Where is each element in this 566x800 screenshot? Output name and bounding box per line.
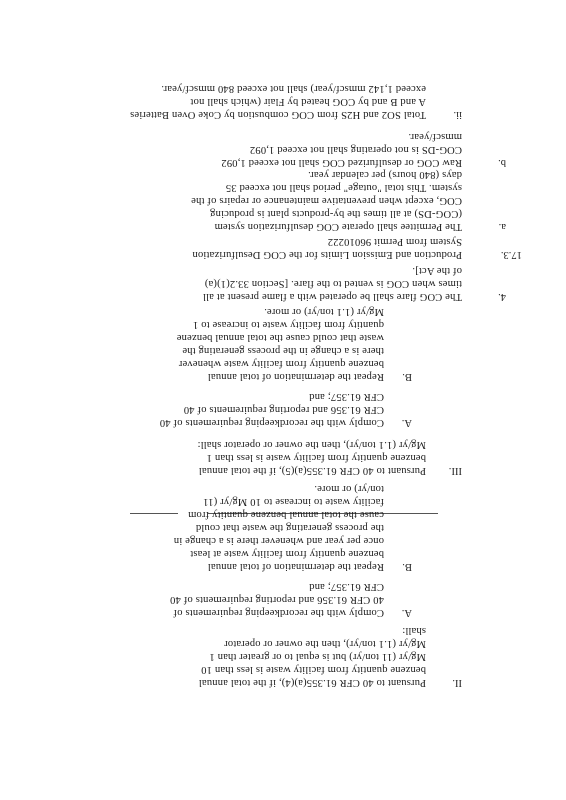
separator-rule [130,513,178,514]
body-text-line: benzene quantity from facility waste is less than 1 [206,452,426,463]
item-label: B. [402,561,412,572]
body-text-line: exceed 1,142 mmscf/year) shall not exceed 840 mmscf/year. [161,83,426,94]
body-text-line: Repeat the determination of total annual [207,561,384,572]
body-text-line: ton/yr) or more. [314,483,384,494]
body-text-line: System from Permit 96010222 [327,236,462,247]
body-text-line: the process generating the waste that could [195,522,384,533]
item-label: 4. [498,291,506,302]
item-label: 17.3. [500,249,522,260]
item-label: b. [498,157,506,168]
body-text-line: Comply with the recordkeeping requirements of 40 [159,417,384,428]
body-text-line: Production and Emission Limits for the COG Desulfurization [192,249,462,260]
body-text-line: A and B and by COG heated by Flair (which shall not [190,96,426,107]
body-text-line: Mg/yr (1.1 ton/yr), then the owner or operator [224,638,426,649]
body-text-line: Raw COG or desulfurized COG shall not exceed 1,092 [221,157,462,168]
body-text-line: shall: [402,625,426,636]
body-text-line: The Permittee shall operate COG desulfurization system [214,221,462,232]
body-text-line: cause the total annual benzene quantity from [187,509,384,520]
item-label: ii. [453,109,462,120]
body-text-line: 40 CFR 61.356 and reporting requirements of 40 [169,594,384,605]
body-text-line: The COG flare shall be operated with a flame present at all [202,291,462,302]
body-text-line: Comply with the recordkeeping requirements of [173,607,384,618]
body-text-line: days (840 hours) per calendar year. [307,169,462,180]
body-text-line: benzene quantity from facility waste whenever [178,358,384,369]
body-text-line: of the Act]. [412,265,462,276]
body-text-line: Mg/yr (1.1 ton/yr) or more. [264,306,384,317]
item-label: III. [448,465,462,476]
body-text-line: benzene quantity from facility waste is less than 10 [201,664,426,675]
item-label: a. [498,221,506,232]
item-label: A. [401,417,412,428]
body-text-line: mmscf/year. [408,131,462,142]
body-text-line: COG-DS is not operating shall not exceed 1,092 [249,144,462,155]
body-text-line: CFR 61.357; and [309,391,384,402]
body-text-line: Total SO2 and H2S from COG combustion by Coke Oven Batteries [129,109,426,120]
body-text-line: system. This total "outage" period shall not exceed 35 [225,182,462,193]
body-text-line: times when COG is vented to the flare. [Section 33.2(1)(a) [204,278,462,289]
body-text-line: facility waste to increase to 10 Mg/yr (11 [203,496,384,507]
item-label: B. [402,371,412,382]
body-text-line: CFR 61.356 and reporting requirements of 40 [183,404,384,415]
item-label: II. [452,677,462,688]
body-text-line: Repeat the determination of total annual [207,371,384,382]
body-text-line: CFR 61.357; and [309,581,384,592]
body-text-line: waste that could cause the total annual benzene [176,332,384,343]
body-text-line: quantity from facility waste to increase to 1 [192,319,384,330]
body-text-line: benzene quantity from facility waste at least [190,548,384,559]
body-text-line: there is a change in the process generating the [182,345,384,356]
body-text-line: Pursuant to 40 CFR 61.355(a)(5), if the total annual [198,465,426,476]
body-text-line: COG, except when preventative maintenance or repairs of the [191,195,462,206]
body-text-line: Mg/yr (11 ton/yr) but is equal to or greater than 1 [209,651,426,662]
body-text-line: Mg/yr (1.1 ton/yr), then the owner or operator shall: [197,439,426,450]
body-text-line: (COG-DS) at all times the by-products plant is producing [209,208,462,219]
body-text-line: Pursuant to 40 CFR 61.355(a)(4), if the total annual [198,677,426,688]
item-label: A. [401,607,412,618]
body-text-line: once per year and whenever there is a change in [173,535,384,546]
